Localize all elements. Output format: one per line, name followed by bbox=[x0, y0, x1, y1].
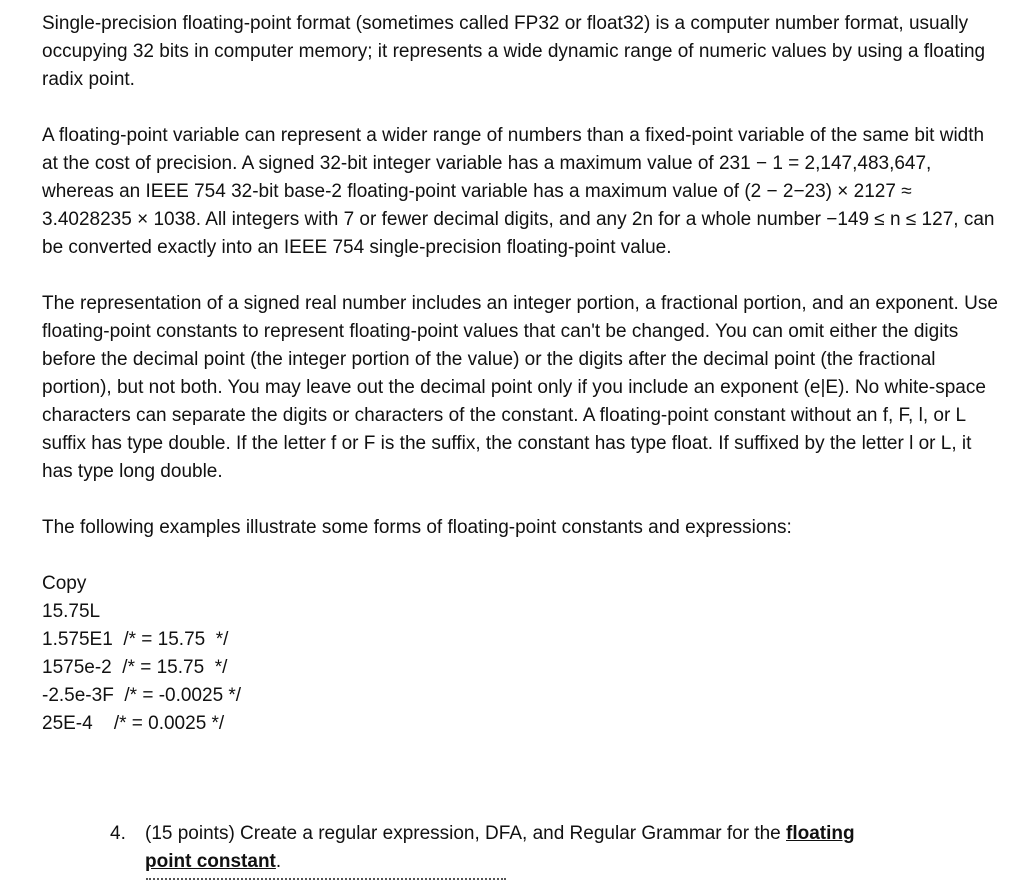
paragraph-fp32-intro: Single-precision floating-point format (sometimes called FP32 or float32) is a computer number format, usually occupying 32 bits in computer memory; it represents a wide dynamic range of numeric values by using a floating radix point. bbox=[42, 13, 986, 90]
question-period: . bbox=[275, 851, 282, 872]
code-line: 1.575E1 /* = 15.75 */ bbox=[42, 629, 229, 650]
copy-label[interactable]: Copy bbox=[42, 573, 87, 594]
code-line: 25E-4 /* = 0.0025 */ bbox=[42, 713, 225, 734]
code-line: 15.75L bbox=[42, 601, 101, 622]
code-line: -2.5e-3F /* = -0.0025 */ bbox=[42, 685, 242, 706]
question-underlined-point-constant: point constant bbox=[145, 851, 276, 872]
document-body bbox=[42, 10, 1002, 766]
paragraph-range-precision: A floating-point variable can represent a wider range of numbers than a fixed-point variable of the same bit width at the cost of precision. A signed 32-bit integer variable has a maximum value of 231 − 1 = 2,147,483,647, whereas an IEEE 754 32-bit base-2 floating-point variable has a maximum value of (2 − 2−23) × 2127 ≈ 3.4028235 × 1038. All integers with 7 or fewer decimal digits, and any 2n for a whole number −149 ≤ n ≤ 127, can be converted exactly into an IEEE 754 single-precision floating-point value. bbox=[42, 125, 995, 258]
cutoff-text-line bbox=[146, 878, 506, 884]
question-number: 4. bbox=[110, 823, 126, 844]
question-text: (15 points) Create a regular expression, DFA, and Regular Grammar for the bbox=[145, 823, 787, 844]
code-examples bbox=[42, 570, 1002, 738]
paragraph-representation: The representation of a signed real number includes an integer portion, a fractional portion, and an exponent. Use floating-point constants to represent floating-point values that can't be changed. You can omit either the digits before the decimal point (the integer portion of the value) or the digits after the decimal point (the fractional portion), but not both. You may leave out the decimal point only if you include an exponent (e|E). No white-space characters can separate the digits or characters of the constant. A floating-point constant without an f, F, l, or L suffix has type double. If the letter f or F is the suffix, the constant has type float. If suffixed by the letter l or L, it has type long double. bbox=[42, 293, 998, 482]
code-line: 1575e-2 /* = 15.75 */ bbox=[42, 657, 228, 678]
paragraph-examples-intro: The following examples illustrate some forms of floating-point constants and expressions: bbox=[42, 517, 792, 538]
question-4 bbox=[110, 820, 970, 876]
question-underlined-floating: floating bbox=[786, 823, 855, 844]
